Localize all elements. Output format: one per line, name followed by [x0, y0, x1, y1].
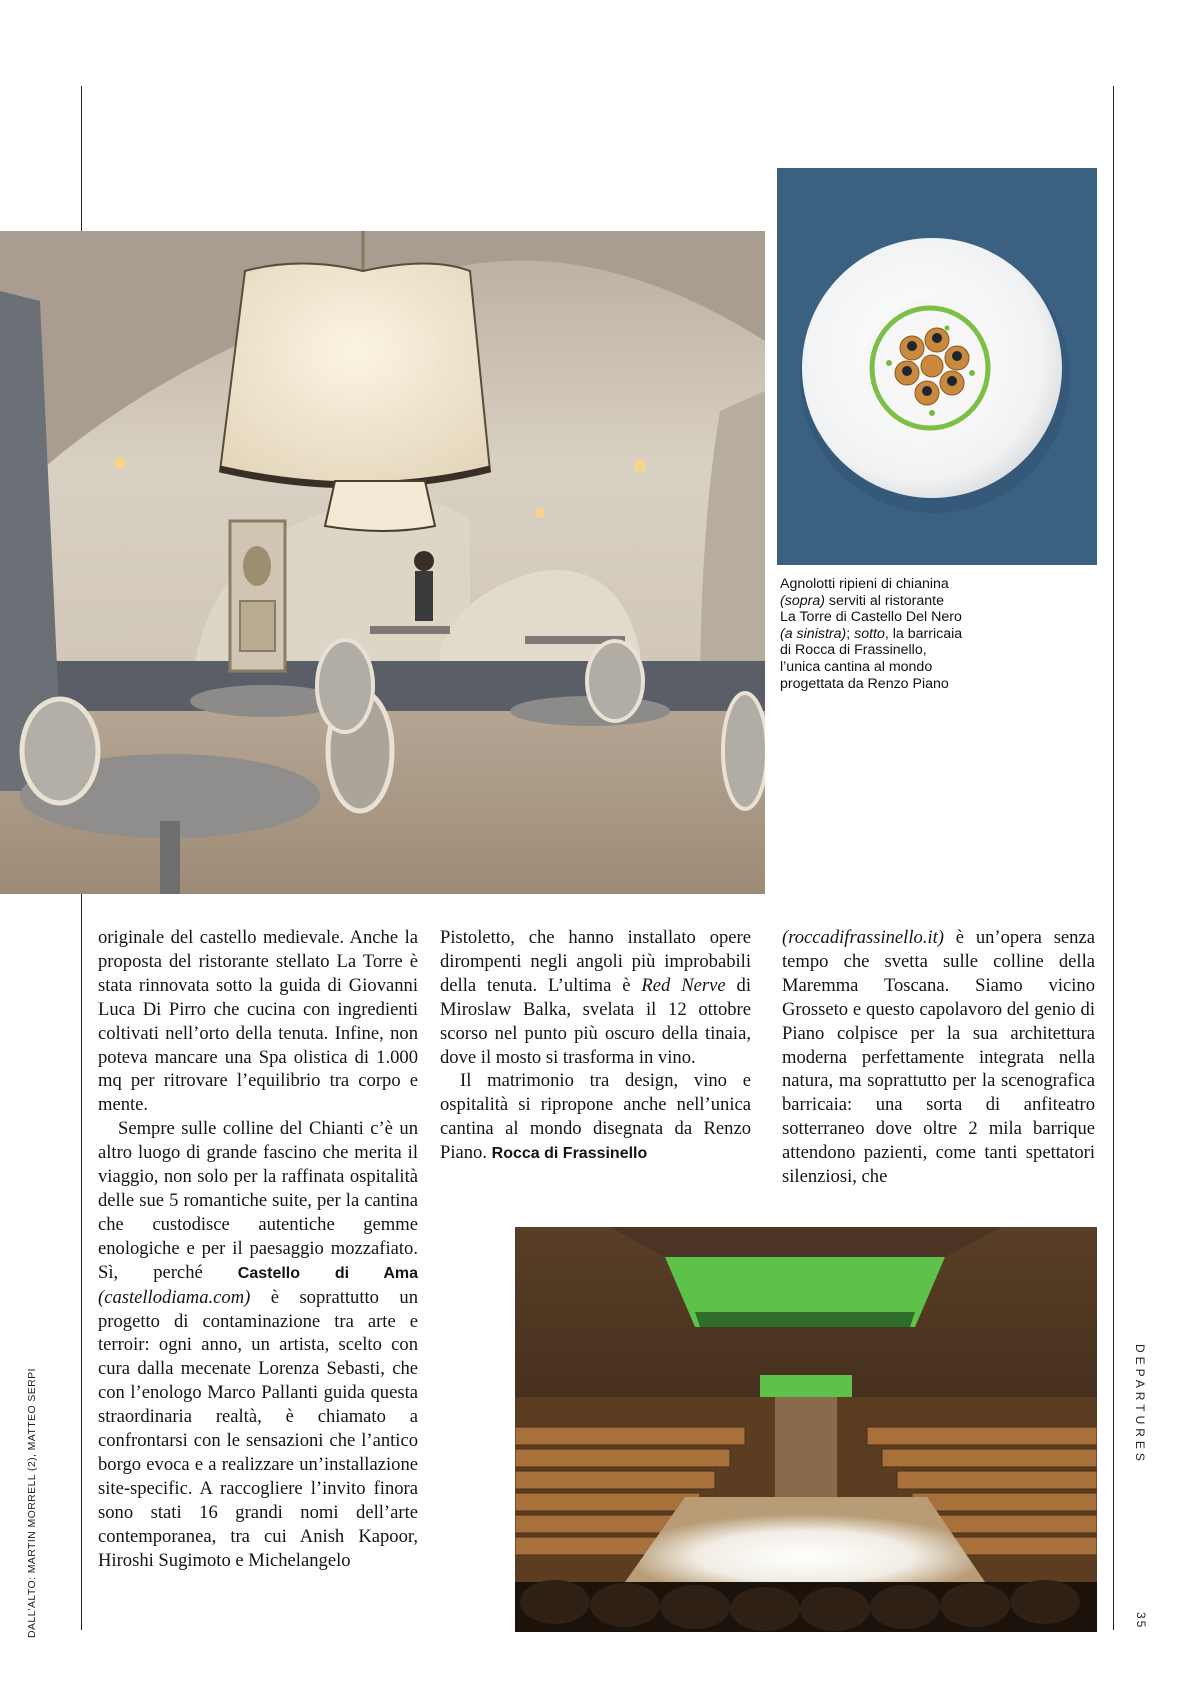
caption-italic: sotto [854, 625, 885, 642]
caption-italic: (a sinistra) [780, 625, 847, 642]
right-margin-rule [1113, 86, 1114, 1630]
caption-line: progettata da Renzo Piano [780, 675, 949, 692]
brand-name: Rocca di Frassinello [491, 1145, 648, 1163]
caption-italic: (sopra) [780, 592, 825, 609]
article-text: Sempre sulle colline del Chianti c’è un altro luogo di grande fascino che merita il viaggio, non solo per la raffinata ospitalità delle sue 5 romantiche suite, per la cantina che custodisce autentiche gemme enologiche e per il paesaggio mozzafiato. Sì, perché [98, 1118, 418, 1283]
left-column-rule [81, 86, 82, 231]
page-number: 35 [1134, 1612, 1148, 1630]
article-text: Il matrimonio tra design, vino e ospitalità si ripropone anche nell’unica cantina al mondo disegnata da Renzo Piano. [440, 1070, 751, 1164]
article-text: Pistoletto, che hanno installato opere dirompenti negli angoli più improbabili della tenuta. L’ultima è [440, 927, 751, 996]
artwork-title: Red Nerve [641, 974, 726, 996]
caption-line: ; [846, 625, 855, 642]
article-column-1 [98, 926, 418, 1572]
article-column-3 [782, 926, 1095, 1189]
dining-room-illustration [0, 231, 765, 894]
article-paragraph [440, 926, 751, 1069]
plated-dish-illustration [777, 168, 1097, 565]
article-text: originale del castello medievale. Anche la proposta del ristorante stellato La Torre è stata rinnovata sotto la guida di Giovanni Luca Di Pirro che cucina con ingredienti coltivati nell’orto della tenuta. Infine, non poteva mancare una Spa olistica di 1.000 mq per ritrovare l’equilibrio tra corpo e mente. [98, 927, 418, 1116]
left-column-rule-lower [81, 890, 82, 1630]
article-paragraph [98, 1117, 418, 1572]
section-name: DEPARTURES [1133, 1344, 1147, 1465]
photo-credit: DALL’ALTO: MARTIN MORRELL (2), MATTEO SERPI [26, 1368, 38, 1638]
article-column-2 [440, 926, 751, 1166]
article-text: di Miroslaw Balka, svelata il 12 ottobre scorso nel punto più oscuro della tinaia, dove il mosto si trasforma in vino. [440, 974, 751, 1068]
caption-line: La Torre di Castello Del Nero [780, 609, 962, 626]
cellar-photo [515, 1227, 1097, 1632]
brand-name: Castello di Ama [237, 1264, 418, 1282]
website-reference: (roccadifrassinello.it) [782, 927, 944, 948]
article-paragraph [782, 926, 1095, 1189]
caption-line: , la barricaia [884, 625, 963, 642]
article-paragraph [98, 926, 418, 1117]
wine-cellar-illustration [515, 1227, 1097, 1632]
caption-line: Agnolotti ripieni di chianina [780, 576, 949, 592]
article-text: è soprattutto un progetto di contaminazione tra arte e terroir: ogni anno, un artista, scelto con cura dalla mecenate Lorenza Sebasti, che con l’enologo Marco Pallanti guida questa straordinaria realtà, è chiamato a confrontarsi con le sensazioni che l’antico borgo evoca e a realizzare un’installazione site-specific. A raccogliere l’invito finora sono stati 16 grandi nomi dell’arte contemporanea, tra cui Anish Kapoor, Hiroshi Sugimoto e Michelangelo [98, 1286, 418, 1571]
caption-line: serviti al ristorante [824, 592, 945, 609]
photo-caption [780, 576, 1005, 692]
article-paragraph [440, 1069, 751, 1166]
caption-line: l’unica cantina al mondo [780, 658, 933, 675]
website-reference: (castellodiama.com) [98, 1286, 251, 1308]
dish-photo [777, 168, 1097, 565]
article-text: è un’opera senza tempo che svetta sulle colline della Maremma Toscana. Siamo vicino Grosseto e questo capolavoro del genio di Piano colpisce per la sua architettura moderna perfettamente integrata nella natura, ma soprattutto per la scenografica barricaia: una sorta di anfiteatro sotterraneo dove oltre 2 mila barrique attendono pazienti, come tanti spettatori silenziosi, che [782, 927, 1095, 1188]
restaurant-photo [0, 231, 765, 894]
caption-line: di Rocca di Frassinello, [780, 642, 927, 659]
